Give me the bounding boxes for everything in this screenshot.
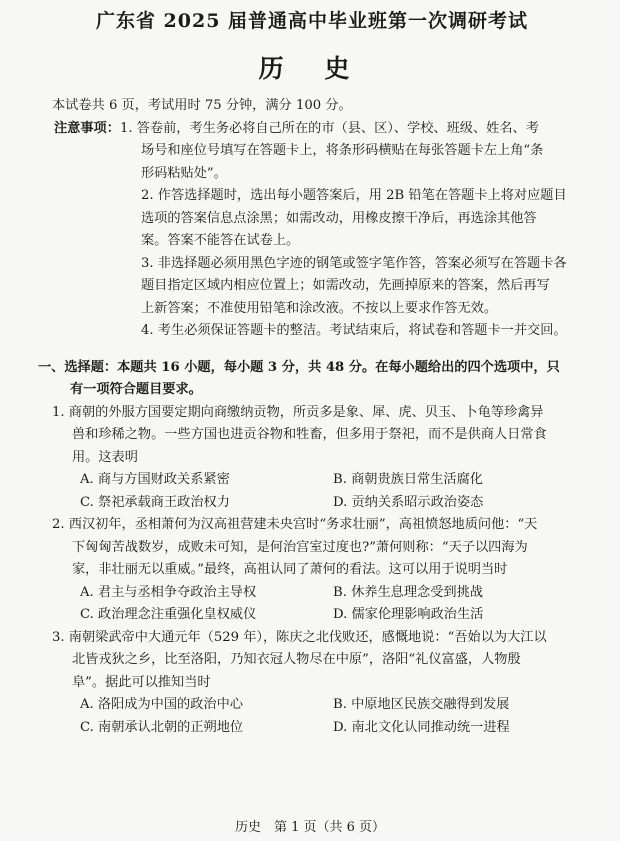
note-2-line-2: 选项的答案信息点涂黑；如需改动，用橡皮擦干净后，再选涂其他答 bbox=[141, 210, 537, 226]
question-2 bbox=[38, 514, 586, 627]
question-2-line-3: 家，非壮丽无以重威。”最终，高祖认同了萧何的看法。这可以用于说明当时 bbox=[72, 562, 508, 577]
note-3-line-2: 题目指定区域内相应位置上；如需改动，先画掉原来的答案，然后再写 bbox=[141, 278, 550, 293]
note-1-line-1: 1. 答卷前，考生务必将自己所在的市（县、区）、学校、班级、姓名、考 bbox=[119, 120, 539, 136]
exam-page bbox=[0, 6, 620, 841]
note-2-line-3: 案。答案不能答在试卷上。 bbox=[141, 233, 300, 248]
subject-title: 历 史 bbox=[258, 54, 366, 83]
q2-option-b: B. 休养生息理念受到挑战 bbox=[333, 584, 483, 600]
note-3-line-1: 3. 非选择题必须用黑色字迹的钢笔或签字笔作答，答案必须写在答题卡各 bbox=[141, 255, 567, 271]
q1-option-a: A. 商与方国财政关系紧密 bbox=[80, 472, 230, 487]
note-4-line-1: 4. 考生必须保证答题卡的整洁。考试结束后，将试卷和答题卡一并交回。 bbox=[141, 323, 567, 338]
exam-intro: 本试卷共 6 页，考试用时 75 分钟，满分 100 分。 bbox=[52, 98, 352, 113]
question-3-line-1: 3. 南朝梁武帝中大通元年（529 年），陈庆之北伐败还，感慨地说：“吾始以为大江以 bbox=[52, 629, 547, 645]
note-1-line-3: 形码粘贴处”。 bbox=[141, 165, 227, 181]
section-heading: 一、选择题：本题共 16 小题，每小题 3 分，共 48 分。在每小题给出的四个选项中，只 bbox=[38, 359, 560, 375]
question-1 bbox=[38, 402, 586, 515]
question-3-line-2: 北皆戎狄之乡，比至洛阳，乃知衣冠人物尽在中原”，洛阳“礼仪富盛，人物殷 bbox=[72, 652, 521, 667]
q1-option-c: C. 祭祀承载商王政治权力 bbox=[80, 494, 230, 510]
note-1-line-2: 场号和座位号填写在答题卡上，将条形码横贴在每张答题卡左上角“条 bbox=[141, 143, 544, 158]
page-footer: 历史 第 1 页（共 6 页） bbox=[234, 820, 386, 835]
question-1-line-1: 1. 商朝的外服方国要定期向商缴纳贡物，所贡多是象、犀、虎、贝玉、卜龟等珍禽异 bbox=[52, 404, 544, 420]
q3-option-d: D. 南北文化认同推动统一进程 bbox=[333, 719, 510, 735]
exam-title: 广东省 2025 届普通高中毕业班第一次调研考试 bbox=[95, 10, 529, 32]
q3-option-b: B. 中原地区民族交融得到发展 bbox=[333, 697, 510, 712]
q2-option-d: D. 儒家伦理影响政治生活 bbox=[333, 607, 484, 622]
question-1-line-3: 用。这表明 bbox=[72, 449, 138, 465]
q1-option-b: B. 商朝贵族日常生活腐化 bbox=[333, 472, 483, 487]
question-1-line-2: 兽和珍稀之物。一些方国也进贡谷物和牲畜，但多用于祭祀，而不是供商人日常食 bbox=[72, 427, 547, 442]
question-2-line-2: 下匈匈苦战数岁，成败未可知，是何治宫室过度也?”萧何则称：“天子以四海为 bbox=[72, 539, 528, 555]
note-3-line-3: 上新答案；不准使用铅笔和涂改液。不按以上要求作答无效。 bbox=[141, 300, 498, 316]
note-2-line-1: 2. 作答选择题时，选出每小题答案后，用 2B 铅笔在答题卡上将对应题目 bbox=[141, 188, 567, 203]
section-heading-cont: 有一项符合题目要求。 bbox=[70, 382, 202, 397]
q2-option-c: C. 政治理念注重强化皇权威仪 bbox=[80, 607, 257, 622]
notes-block bbox=[38, 118, 586, 343]
question-2-line-1: 2. 西汉初年，丞相萧何为汉高祖营建未央宫时“务求壮丽”，高祖愤怒地质问他：“天 bbox=[52, 517, 538, 532]
q3-option-a: A. 洛阳成为中国的政治中心 bbox=[80, 697, 243, 712]
notes-label: 注意事项： bbox=[54, 120, 120, 136]
q3-option-c: C. 南朝承认北朝的正朔地位 bbox=[80, 719, 244, 735]
question-3 bbox=[38, 627, 586, 740]
q1-option-d: D. 贡纳关系昭示政治姿态 bbox=[333, 494, 484, 510]
question-3-line-3: 阜”。据此可以推知当时 bbox=[72, 674, 211, 690]
q2-option-a: A. 君主与丞相争夺政治主导权 bbox=[80, 584, 257, 600]
